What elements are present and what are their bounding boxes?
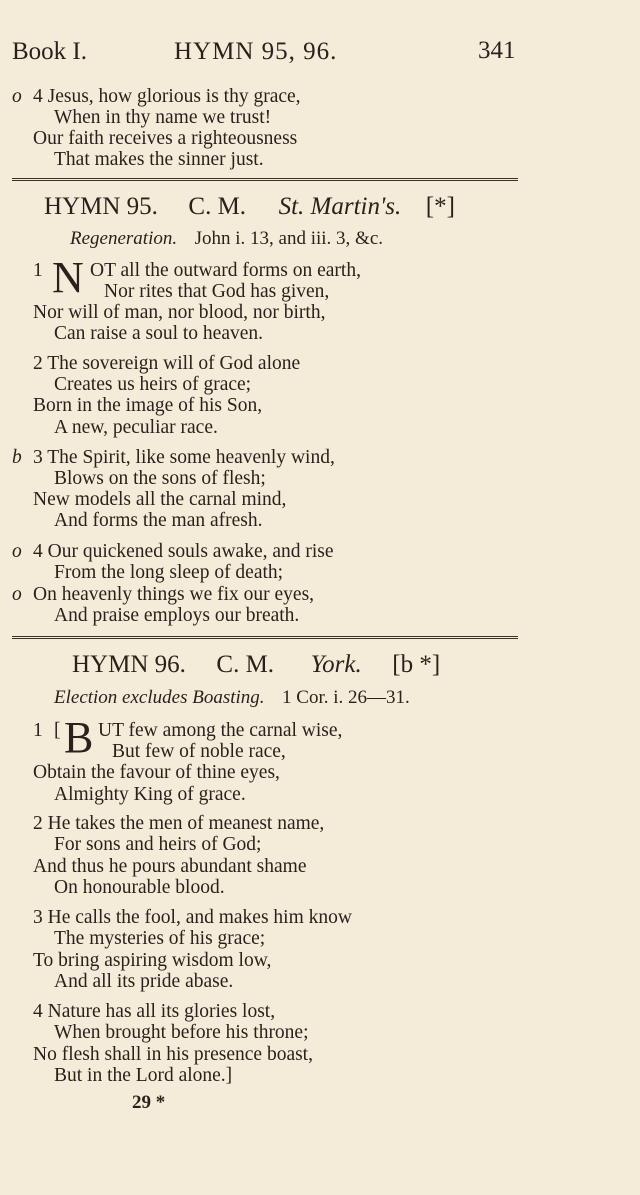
hymn-meter: C. M. (216, 651, 275, 678)
hymn-tune: York. (310, 651, 362, 678)
book-label: Book I. (12, 38, 87, 65)
hymn-meter: C. M. (188, 193, 247, 220)
hymn-96-heading (72, 650, 440, 680)
verse-line: And praise employs our breath. (54, 605, 300, 626)
verse-line: 2 The sovereign will of God alone (33, 353, 301, 374)
verse-line: That makes the sinner just. (54, 149, 264, 170)
verse-line: On heavenly things we fix our eyes, (33, 584, 315, 605)
verse-line: New models all the carnal mind, (33, 489, 287, 510)
bracket: [ (54, 720, 61, 741)
expression-mark: o (12, 584, 22, 605)
section-divider (12, 636, 518, 639)
verse-number: 1 (33, 720, 43, 741)
verse-line: To bring aspiring wisdom low, (33, 950, 272, 971)
expression-mark: b (12, 447, 22, 468)
verse-line: 3 He calls the fool, and makes him know (33, 907, 352, 928)
running-header (12, 38, 520, 68)
signature-mark: 29 * (132, 1092, 166, 1113)
verse-line: When brought before his throne; (54, 1022, 309, 1043)
section-divider (12, 178, 518, 181)
verse-line: The mysteries of his grace; (54, 928, 266, 949)
hymn-95-heading (44, 192, 455, 222)
hymn-flag: [*] (425, 193, 455, 220)
verse-line: UT few among the carnal wise, (98, 720, 343, 741)
drop-cap: N (52, 253, 84, 302)
header-hymn-range: HYMN 95, 96. (174, 38, 338, 65)
verse-line: A new, peculiar race. (54, 417, 218, 438)
verse-line: And all its pride abase. (54, 971, 234, 992)
verse-line: Our faith receives a righteousness (33, 128, 298, 149)
verse-line: Almighty King of grace. (54, 784, 246, 805)
hymn-subject: Election excludes Boasting. (54, 687, 265, 708)
verse-line: No flesh shall in his presence boast, (33, 1044, 313, 1065)
verse-line: Nor will of man, nor blood, nor birth, (33, 302, 326, 323)
expression-mark: o (12, 541, 22, 562)
verse-line: 2 He takes the men of meanest name, (33, 813, 325, 834)
verse-number: 1 (33, 260, 43, 281)
verse-line: And forms the man afresh. (54, 510, 263, 531)
verse-line: Born in the image of his Son, (33, 395, 263, 416)
hymn-tune: St. Martin's. (278, 193, 402, 220)
verse-line: 4 Nature has all its glories lost, (33, 1001, 276, 1022)
verse-line: On honourable blood. (54, 877, 225, 898)
verse-line: Can raise a soul to heaven. (54, 323, 264, 344)
verse-line: Creates us heirs of grace; (54, 374, 252, 395)
hymn-subject: Regeneration. (70, 228, 178, 249)
verse-line: Blows on the sons of flesh; (54, 468, 266, 489)
verse-line: But few of noble race, (112, 741, 286, 762)
hymn-95-subtitle (70, 227, 383, 251)
verse-line: 4 Our quickened souls awake, and rise (33, 541, 334, 562)
drop-cap: B (64, 713, 94, 762)
verse-line: From the long sleep of death; (54, 562, 284, 583)
verse-line: For sons and heirs of God; (54, 834, 262, 855)
verse-line: 4 Jesus, how glorious is thy grace, (33, 86, 301, 107)
verse-line: Nor rites that God has given, (104, 281, 330, 302)
hymn-flag: [b *] (392, 651, 441, 678)
verse-line: When in thy name we trust! (54, 107, 272, 128)
verse-line: 3 The Spirit, like some heavenly wind, (33, 447, 335, 468)
verse-line: Obtain the favour of thine eyes, (33, 762, 280, 783)
scripture-reference: 1 Cor. i. 26—31. (282, 687, 410, 708)
verse-line: But in the Lord alone.] (54, 1065, 233, 1086)
expression-mark: o (12, 86, 22, 107)
verse-line: OT all the outward forms on earth, (90, 260, 361, 281)
scripture-reference: John i. 13, and iii. 3, &c. (194, 228, 384, 249)
hymn-title: HYMN 96. (72, 651, 186, 678)
page-number: 341 (478, 37, 516, 64)
verse-line: And thus he pours abundant shame (33, 856, 307, 877)
hymn-title: HYMN 95. (44, 193, 158, 220)
hymn-96-subtitle (54, 686, 410, 710)
